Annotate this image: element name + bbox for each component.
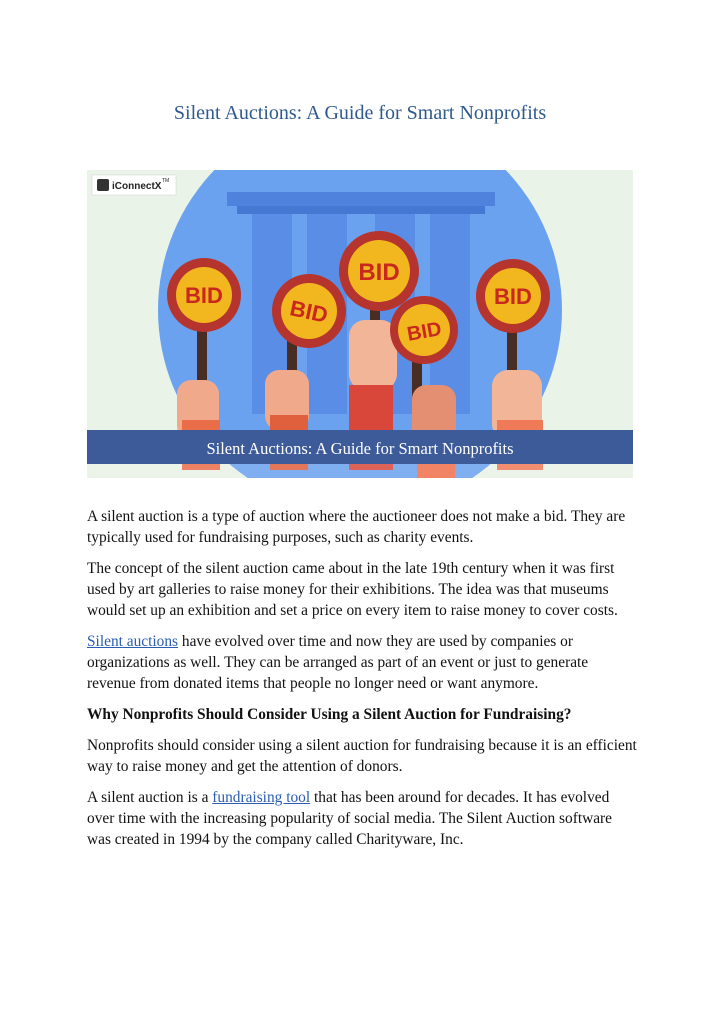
silent-auctions-link[interactable]: Silent auctions [87,633,179,650]
paragraph-evolution [87,631,637,694]
paddle-label: BID [287,295,331,328]
article-body [87,506,637,860]
paddle-label: BID [405,318,444,346]
paragraph-tool-text: that has been around for decades. It has evolved over time with the increasing popularity of social media. The Silent Auction software was created in 1994 by the company called Charityware, Inc. [87,789,613,848]
paddle-label: BID [185,283,223,308]
logo-text: iConnectX [112,181,162,192]
paragraph-tool-start: A silent auction is a [87,789,213,806]
document-title: Silent Auctions: A Guide for Smart Nonprofits [173,102,547,124]
brand-logo [92,175,176,195]
logo-trademark: TM [162,178,170,184]
fundraising-tool-link[interactable]: fundraising tool [212,789,311,806]
hero-image [87,170,633,478]
paragraph-why: Nonprofits should consider using a silent auction for fundraising because it is an efficient way to raise money and get the attention of donors. [87,737,637,775]
paragraph-intro: A silent auction is a type of auction where the auctioneer does not make a bid. They are typically used for fundraising purposes, such as charity events. [87,508,626,546]
paddle-label: BID [494,284,532,309]
paragraph-tool [87,787,637,850]
paragraph-history: The concept of the silent auction came about in the late 19th century when it was first used by art galleries to raise money for their exhibitions. The idea was that museums would set up an exhibition and set a price on every item to raise money to cover costs. [87,560,618,619]
paddle-label: BID [358,259,400,286]
paragraph-evolution-text: have evolved over time and now they are used by companies or organizations as well. They can be arranged as part of an event or just to generate revenue from donated items that people no longer need or want anymore. [87,633,589,692]
hero-banner-text: Silent Auctions: A Guide for Smart Nonprofits [206,439,514,458]
section-heading: Why Nonprofits Should Consider Using a Silent Auction for Fundraising? [87,706,572,723]
